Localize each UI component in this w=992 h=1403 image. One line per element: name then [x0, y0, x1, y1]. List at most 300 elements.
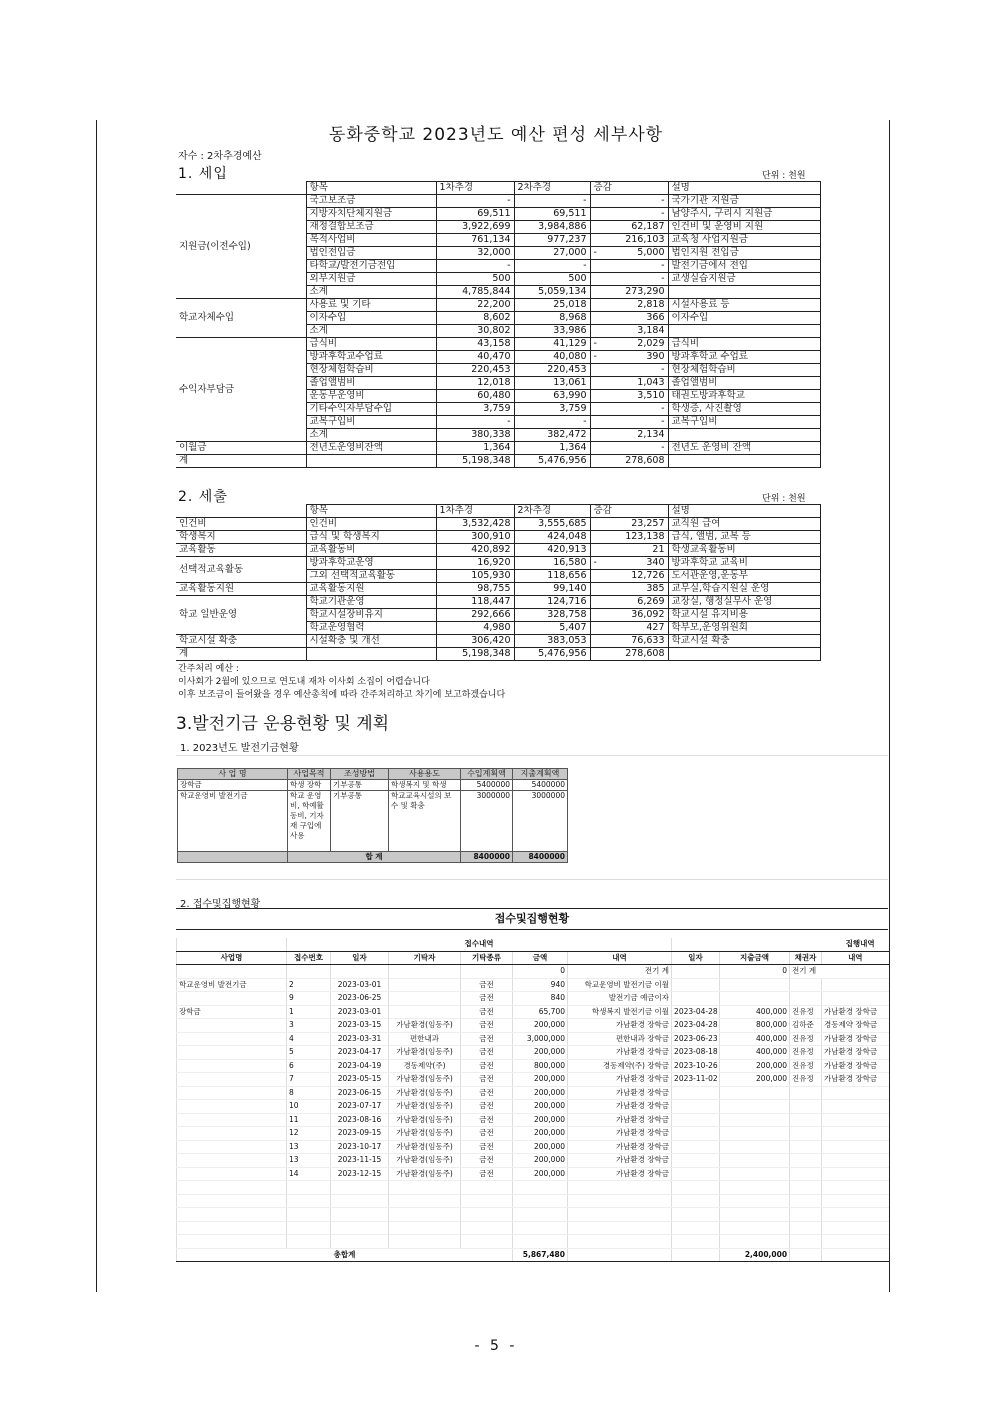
execution-row — [177, 1100, 889, 1114]
blank-cell — [389, 965, 461, 979]
execution-cell: 840 — [513, 992, 568, 1006]
execution-header-cell: 일자 — [331, 951, 389, 965]
execution-cell: 2023-07-17 — [331, 1100, 389, 1114]
execution-cell: 가남환경 장학금 — [822, 1032, 889, 1046]
amount-cell: 383,053 — [514, 635, 590, 648]
amount-cell: 500 — [436, 273, 514, 286]
execution-cell: 학생복지 발전기금 이월 — [568, 1005, 672, 1019]
expense-unit: 단위 : 천원 — [762, 494, 806, 504]
amount-cell: 69,511 — [514, 208, 590, 221]
execution-cell: 200,000 — [513, 1019, 568, 1033]
execution-cell: 발전기금 예금이자 — [568, 992, 672, 1006]
category-label: 학교자체수입 — [176, 299, 306, 338]
blank-cell — [513, 1235, 568, 1249]
execution-row — [177, 1140, 889, 1154]
blank-cell — [822, 1194, 889, 1208]
item-description: 현장체험학습비 — [668, 364, 820, 377]
header-cell: 항목 — [306, 505, 436, 518]
amount-cell: - 340 — [590, 557, 668, 570]
blank-cell — [790, 1208, 822, 1222]
item-description: 법인지원 전입금 — [668, 247, 820, 260]
execution-cell: 편한내과 장학금 — [568, 1032, 672, 1046]
fund-cell: 5400000 — [461, 780, 513, 791]
blank-cell — [331, 1181, 389, 1195]
item-description: 이자수입 — [668, 312, 820, 325]
execution-cell: 금전 — [461, 1005, 513, 1019]
execution-cell — [672, 1140, 720, 1154]
amount-cell: 273,290 — [590, 286, 668, 299]
execution-cell: 가남환경(임동주) — [389, 1167, 461, 1181]
execution-cell: 가남환경 장학금 — [568, 1100, 672, 1114]
grid-divider — [176, 755, 888, 756]
amount-cell: 22,200 — [436, 299, 514, 312]
budget-subtitle: 자수 : 2차추경예산 — [178, 151, 262, 162]
execution-header-cell: 채권자 — [790, 951, 822, 965]
execution-cell: 가남환경(임동주) — [389, 1100, 461, 1114]
execution-cell — [672, 1100, 720, 1114]
execution-cell: 금전 — [461, 992, 513, 1006]
header-cell: 1차추경 — [436, 182, 514, 195]
amount-cell: 761,134 — [436, 234, 514, 247]
right-margin-line — [889, 120, 890, 1292]
execution-cell: 가남환경(임동주) — [389, 1046, 461, 1060]
item-description: 학생증, 사진촬영 — [668, 403, 820, 416]
execution-cell: 경동제약 장학금 — [822, 1019, 889, 1033]
execution-cell: 금전 — [461, 1019, 513, 1033]
fund-header-cell: 수입계획액 — [461, 769, 513, 780]
blank-cell — [461, 1181, 513, 1195]
header-blank — [176, 505, 306, 518]
item-name — [306, 455, 436, 468]
execution-cell: 13 — [287, 1154, 331, 1168]
amount-cell: 30,802 — [436, 325, 514, 338]
execution-cell: 200,000 — [720, 1073, 790, 1087]
item-description: 학교시설 확충 — [668, 635, 820, 648]
fund-total-in: 8400000 — [461, 852, 513, 863]
blank-cell — [177, 965, 287, 979]
execution-cell — [672, 1086, 720, 1100]
execution-cell — [822, 978, 889, 992]
fund-header-cell: 사용용도 — [389, 769, 461, 780]
item-name: 기타수익자부담수입 — [306, 403, 436, 416]
item-description — [668, 648, 820, 661]
project-name — [177, 1140, 287, 1154]
item-description: 도서관운영,운동부 — [668, 570, 820, 583]
amount-cell: 118,447 — [436, 596, 514, 609]
category-label: 계 — [176, 455, 306, 468]
execution-cell — [822, 1127, 889, 1141]
blank-cell — [672, 1221, 720, 1235]
amount-cell: 420,913 — [514, 544, 590, 557]
execution-cell — [720, 1100, 790, 1114]
blank-cell — [822, 1208, 889, 1222]
execution-total-label: 총합계 — [177, 1248, 513, 1262]
project-name — [177, 1019, 287, 1033]
prior-exp-desc: 전기 계 — [790, 965, 889, 979]
execution-header-cell: 기탁자 — [389, 951, 461, 965]
amount-cell: 4,785,844 — [436, 286, 514, 299]
item-description: 태권도방과후학교 — [668, 390, 820, 403]
prior-desc: 전기 계 — [568, 965, 672, 979]
amount-cell: 8,968 — [514, 312, 590, 325]
group-blank — [177, 938, 287, 951]
blank-cell — [461, 1221, 513, 1235]
execution-cell: 가남환경(임동주) — [389, 1113, 461, 1127]
execution-cell: 200,000 — [513, 1073, 568, 1087]
amount-cell: 3,759 — [436, 403, 514, 416]
execution-header-cell: 일자 — [672, 951, 720, 965]
execution-cell: 금전 — [461, 1100, 513, 1114]
category-label: 지원금(이전수입) — [176, 195, 306, 299]
minus-sign: - — [593, 351, 597, 362]
amount-cell: 60,480 — [436, 390, 514, 403]
execution-cell: 2023-04-28 — [672, 1019, 720, 1033]
item-name: 이자수입 — [306, 312, 436, 325]
fund-total-blank — [178, 852, 288, 863]
blank-cell — [568, 1235, 672, 1249]
execution-cell: 2023-03-15 — [331, 1019, 389, 1033]
amount-cell: 216,103 — [590, 234, 668, 247]
amount-cell: 278,608 — [590, 648, 668, 661]
blank-cell — [331, 1235, 389, 1249]
blank-cell — [672, 1208, 720, 1222]
amount-cell: - — [590, 208, 668, 221]
blank-cell — [822, 1235, 889, 1249]
execution-cell — [720, 1127, 790, 1141]
blank-cell — [461, 1235, 513, 1249]
blank-cell — [177, 1221, 287, 1235]
execution-row — [177, 1127, 889, 1141]
amount-cell: 3,510 — [590, 390, 668, 403]
amount-cell: - — [590, 273, 668, 286]
left-margin-line — [96, 120, 97, 1292]
receipt-group-label: 접수내역 — [287, 938, 672, 951]
item-name: 재정결합보조금 — [306, 221, 436, 234]
amount-cell: 420,892 — [436, 544, 514, 557]
blank-cell — [287, 1208, 331, 1222]
item-name: 방과후학교수업료 — [306, 351, 436, 364]
execution-cell — [720, 1154, 790, 1168]
item-name: 전년도운영비잔액 — [306, 442, 436, 455]
budget-row — [176, 557, 820, 570]
fund-cell: 3000000 — [513, 791, 568, 852]
execution-cell: 1 — [287, 1005, 331, 1019]
amount-cell: 124,716 — [514, 596, 590, 609]
project-name: 학교운영비 발전기금 — [177, 978, 287, 992]
execution-cell: 2023-08-18 — [672, 1046, 720, 1060]
execution-cell: 13 — [287, 1140, 331, 1154]
execution-cell: 2023-10-17 — [331, 1140, 389, 1154]
execution-cell: 가남환경(임동주) — [389, 1140, 461, 1154]
execution-cell: 2023-06-23 — [672, 1032, 720, 1046]
item-name: 교육활동지원 — [306, 583, 436, 596]
execution-cell: 가남환경(임동주) — [389, 1127, 461, 1141]
execution-cell: 200,000 — [513, 1167, 568, 1181]
fund-header-cell: 지출계획액 — [513, 769, 568, 780]
execution-cell: 200,000 — [513, 1154, 568, 1168]
blank-cell — [672, 1181, 720, 1195]
execution-cell: 2023-09-15 — [331, 1127, 389, 1141]
category-label: 계 — [176, 648, 306, 661]
blank-cell — [389, 1235, 461, 1249]
execution-row — [177, 992, 889, 1006]
item-description: 인건비 및 운영비 지원 — [668, 221, 820, 234]
item-name: 소계 — [306, 429, 436, 442]
execution-cell: 가남환경(임동주) — [389, 1154, 461, 1168]
item-description: 급식비 — [668, 338, 820, 351]
execution-cell: 가남환경 장학금 — [568, 1127, 672, 1141]
execution-cell: 2023-04-19 — [331, 1059, 389, 1073]
header-cell: 2차추경 — [514, 505, 590, 518]
execution-cell: 가남환경 장학금 — [822, 1073, 889, 1087]
page-title: 동화중학교 2023년도 예산 편성 세부사항 — [328, 125, 664, 145]
execution-cell: 65,700 — [513, 1005, 568, 1019]
execution-cell: 5 — [287, 1046, 331, 1060]
execution-cell: 200,000 — [513, 1086, 568, 1100]
item-name: 목적사업비 — [306, 234, 436, 247]
blank-cell — [790, 1221, 822, 1235]
amount-cell: 21 — [590, 544, 668, 557]
execution-group-row — [177, 938, 889, 951]
item-name: 방과후학교운영 — [306, 557, 436, 570]
execution-cell: 800,000 — [513, 1059, 568, 1073]
fund-cell: 학교교육시설의 보수 및 확충 — [389, 791, 461, 852]
minus-sign: - — [593, 557, 597, 568]
blank-cell — [177, 1208, 287, 1222]
execution-cell: 2023-03-31 — [331, 1032, 389, 1046]
execution-header-cell: 사업명 — [177, 951, 287, 965]
amount-cell: 98,755 — [436, 583, 514, 596]
amount-cell: - — [436, 260, 514, 273]
execution-cell: 12 — [287, 1127, 331, 1141]
execution-cell — [822, 992, 889, 1006]
amount-cell: - — [590, 416, 668, 429]
blank-cell — [790, 1181, 822, 1195]
execution-cell: 학교운영비 발전기금 이월 — [568, 978, 672, 992]
fund-header-row — [178, 769, 568, 780]
blank-cell — [568, 1221, 672, 1235]
project-name — [177, 992, 287, 1006]
amount-cell: 40,080 — [514, 351, 590, 364]
empty-row — [177, 1208, 889, 1222]
execution-cell: 가남환경 장학금 — [822, 1046, 889, 1060]
budget-row — [176, 544, 820, 557]
execution-cell: 200,000 — [513, 1127, 568, 1141]
execution-cell: 2023-08-16 — [331, 1113, 389, 1127]
header-cell: 1차추경 — [436, 505, 514, 518]
item-description: 교직원 급여 — [668, 518, 820, 531]
category-label: 학생복지 — [176, 531, 306, 544]
amount-cell: 1,043 — [590, 377, 668, 390]
category-label: 교육활동지원 — [176, 583, 306, 596]
execution-cell: 2023-05-15 — [331, 1073, 389, 1087]
execution-row — [177, 1019, 889, 1033]
fund-name: 장학금 — [178, 780, 288, 791]
execution-table-title: 접수및집행현황 — [494, 912, 570, 925]
category-label: 교육활동 — [176, 544, 306, 557]
blank-cell — [720, 1235, 790, 1249]
execution-cell: 가남환경 장학금 — [568, 1154, 672, 1168]
category-label: 이월금 — [176, 442, 306, 455]
execution-cell: 진유정 — [790, 1032, 822, 1046]
amount-cell: 36,092 — [590, 609, 668, 622]
execution-cell — [822, 1113, 889, 1127]
execution-cell — [790, 1127, 822, 1141]
item-name: 급식 및 학생복지 — [306, 531, 436, 544]
item-name: 소계 — [306, 286, 436, 299]
amount-cell: 3,759 — [514, 403, 590, 416]
project-name — [177, 1059, 287, 1073]
blank-cell — [568, 1194, 672, 1208]
fund-cell: 학교 운영비, 학예활동비, 기자재 구입에 사용 — [288, 791, 331, 852]
blank-cell — [389, 1194, 461, 1208]
execution-cell — [389, 978, 461, 992]
blank-cell — [568, 1248, 672, 1262]
execution-cell: 김하준 — [790, 1019, 822, 1033]
execution-cell: 9 — [287, 992, 331, 1006]
budget-row — [176, 195, 820, 208]
item-description: 전년도 운영비 잔액 — [668, 442, 820, 455]
blank-cell — [720, 1194, 790, 1208]
budget-row — [176, 648, 820, 661]
blank-cell — [513, 1194, 568, 1208]
amount-cell: 220,453 — [514, 364, 590, 377]
blank-cell — [568, 1208, 672, 1222]
item-name: 타학교/발전기금전입 — [306, 260, 436, 273]
execution-row — [177, 978, 889, 992]
blank-cell — [389, 1181, 461, 1195]
execution-cell: 금전 — [461, 1167, 513, 1181]
item-name: 법인전입금 — [306, 247, 436, 260]
execution-cell: 7 — [287, 1073, 331, 1087]
blank-cell — [720, 1208, 790, 1222]
blank-cell — [331, 1221, 389, 1235]
blank-cell — [177, 1181, 287, 1195]
amount-cell: 25,018 — [514, 299, 590, 312]
header-cell: 설명 — [668, 505, 820, 518]
execution-status-title: 2. 접수및집행현황 — [180, 899, 261, 910]
amount-cell: - — [590, 195, 668, 208]
amount-cell: 977,237 — [514, 234, 590, 247]
item-description: 교무실,학습지원실 운영 — [668, 583, 820, 596]
amount-cell: - 5,000 — [590, 247, 668, 260]
execution-header-cell: 금액 — [513, 951, 568, 965]
empty-row — [177, 1194, 889, 1208]
amount-cell: 99,140 — [514, 583, 590, 596]
execution-cell: 2023-12-15 — [331, 1167, 389, 1181]
execution-cell: 금전 — [461, 1046, 513, 1060]
item-name: 지방자치단체지원금 — [306, 208, 436, 221]
amount-cell: 4,980 — [436, 622, 514, 635]
execution-cell: 진유정 — [790, 1046, 822, 1060]
execution-cell: 400,000 — [720, 1005, 790, 1019]
amount-cell: 12,018 — [436, 377, 514, 390]
blank-cell — [513, 1221, 568, 1235]
execution-header-cell: 내역 — [822, 951, 889, 965]
execution-cell: 3 — [287, 1019, 331, 1033]
item-description: 학생교육활동비 — [668, 544, 820, 557]
budget-row — [176, 531, 820, 544]
blank-cell — [389, 1221, 461, 1235]
execution-cell: 가남환경 장학금 — [568, 1113, 672, 1127]
execution-cell: 2023-04-28 — [672, 1005, 720, 1019]
amount-cell: 6,269 — [590, 596, 668, 609]
execution-cell — [790, 1086, 822, 1100]
budget-row — [176, 518, 820, 531]
execution-cell: 2023-11-15 — [331, 1154, 389, 1168]
item-description: 교육청 사업지원금 — [668, 234, 820, 247]
item-description: 방과후학교 교육비 — [668, 557, 820, 570]
amount-cell: 63,990 — [514, 390, 590, 403]
execution-cell: 11 — [287, 1113, 331, 1127]
item-description — [668, 286, 820, 299]
execution-cell: 가남환경(임동주) — [389, 1073, 461, 1087]
execution-cell: 200,000 — [513, 1113, 568, 1127]
execution-cell: 2023-03-01 — [331, 1005, 389, 1019]
execution-cell: 금전 — [461, 1086, 513, 1100]
execution-row — [177, 1086, 889, 1100]
execution-cell: 200,000 — [513, 1046, 568, 1060]
execution-cell: 가남환경 장학금 — [568, 1086, 672, 1100]
execution-cell: 200,000 — [513, 1140, 568, 1154]
amount-cell: 220,453 — [436, 364, 514, 377]
execution-total-in: 5,867,480 — [513, 1248, 568, 1262]
blank-cell — [513, 1181, 568, 1195]
execution-cell — [672, 992, 720, 1006]
execution-cell: 금전 — [461, 1127, 513, 1141]
execution-cell: 200,000 — [720, 1059, 790, 1073]
blank-cell — [461, 1208, 513, 1222]
fund-cell: 3000000 — [461, 791, 513, 852]
execution-cell — [790, 1113, 822, 1127]
item-description: 학교시설 유지비용 — [668, 609, 820, 622]
fund-header-cell: 사 업 명 — [178, 769, 288, 780]
execution-cell — [672, 1127, 720, 1141]
amount-cell: 118,656 — [514, 570, 590, 583]
category-label: 학교시설 확충 — [176, 635, 306, 648]
item-name: 인건비 — [306, 518, 436, 531]
execution-cell: 2023-03-01 — [331, 978, 389, 992]
execution-cell: 2 — [287, 978, 331, 992]
execution-cell — [790, 992, 822, 1006]
amount-cell: 500 — [514, 273, 590, 286]
project-name — [177, 1127, 287, 1141]
fund-cell: 기부공통 — [331, 780, 389, 791]
blank-cell — [331, 1194, 389, 1208]
execution-cell: 가남환경 장학금 — [568, 1019, 672, 1033]
item-name: 급식비 — [306, 338, 436, 351]
item-description — [668, 325, 820, 338]
execution-cell — [672, 1113, 720, 1127]
execution-cell: 가남환경 장학금 — [568, 1046, 672, 1060]
blank-cell — [461, 1194, 513, 1208]
revenue-heading: 1. 세입 — [178, 166, 228, 182]
fund-header-cell: 사업목적 — [288, 769, 331, 780]
amount-cell: - — [436, 416, 514, 429]
execution-cell — [822, 1086, 889, 1100]
amount-cell: 76,633 — [590, 635, 668, 648]
fund-name: 학교운영비 발전기금 — [178, 791, 288, 852]
amount-cell: - — [590, 403, 668, 416]
prior-exp-amount: 0 — [720, 965, 790, 979]
execution-cell — [720, 992, 790, 1006]
item-description — [668, 429, 820, 442]
blank-cell — [177, 1235, 287, 1249]
header-row — [176, 505, 820, 518]
item-name: 현장체험학습비 — [306, 364, 436, 377]
execution-cell — [790, 1140, 822, 1154]
amount-cell: 292,666 — [436, 609, 514, 622]
